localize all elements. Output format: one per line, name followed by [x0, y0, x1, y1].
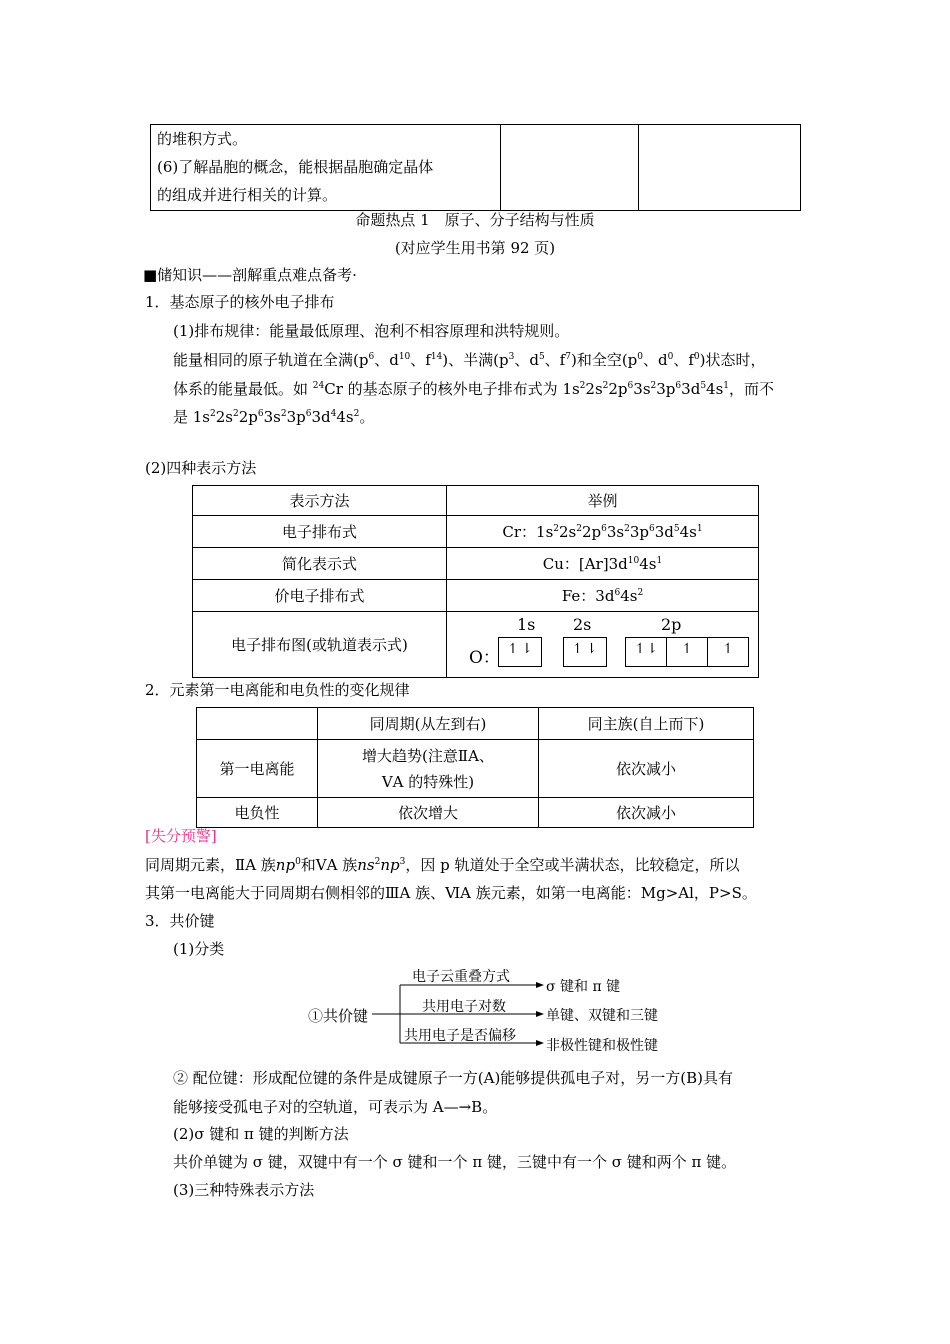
ionization-table — [196, 707, 754, 828]
orbital-2p-box-1: ↿ ⇂ — [625, 637, 667, 667]
s1-p1: (1)排布规律：能量最低原理、泡利不相容原理和洪特规则。 — [173, 322, 570, 340]
s2-title: 2．元素第一电离能和电负性的变化规律 — [145, 681, 410, 699]
ion-header-group: 同主族(自上而下) — [539, 708, 754, 740]
top-table-cell-2 — [501, 125, 639, 211]
bond-result-2: 单键、双键和三键 — [546, 1008, 658, 1024]
s1-title: 1．基态原子的核外电子排布 — [145, 293, 335, 311]
s1-p4: 是 $1s^22s^22p^63s^23p^63d^44s^2$。 — [173, 408, 375, 426]
heading-subtitle: (对应学生用书第 92 页) — [394, 239, 556, 257]
ion-r1-c1: 第一电离能 — [197, 740, 318, 798]
s3-p4: 共价单键为 σ 键，双键中有一个 σ 键和一个 π 键，三键中有一个 σ 键和两个 π 键。 — [173, 1153, 737, 1171]
s3-p2b: 能够接受孤电子对的空轨道，可表示为 A—→B。 — [173, 1098, 498, 1116]
rep-header-example: 举例 — [447, 486, 759, 516]
top-table-line-1: 的堆积方式。 — [157, 130, 248, 148]
top-table-cell-3 — [639, 125, 801, 211]
s3-p1: (1)分类 — [173, 940, 225, 958]
bond-root: ①共价键 — [308, 1007, 369, 1025]
warning-label: [失分预警] — [145, 827, 217, 845]
warning-line-1: 同周期元素，ⅡA 族$np^0$和ⅤA 族$ns^2np^3$，因 p 轨道处于全空或半满状态，比较稳定，所以 — [145, 856, 740, 874]
top-table — [150, 124, 801, 211]
rep-r4-c2 — [447, 612, 759, 678]
orb-label-2s: 2s — [573, 614, 592, 634]
orbital-1s-box: ↿ ⇂ — [498, 637, 542, 667]
orb-label-2p: 2p — [661, 614, 682, 634]
rep-r1-c2: Cr：$1s^22s^22p^63s^23p^63d^54s^1$ — [447, 516, 759, 548]
top-table-line-3: 的组成并进行相关的计算。 — [157, 186, 338, 204]
rep-r2-c1: 简化表示式 — [193, 548, 447, 580]
ion-header-blank — [197, 708, 318, 740]
s3-p5: (3)三种特殊表示方法 — [173, 1181, 315, 1199]
s3-title: 3．共价键 — [145, 912, 215, 930]
bond-branch-1: 电子云重叠方式 — [412, 969, 510, 985]
rep-header-method: 表示方法 — [193, 486, 447, 516]
s1-p2: 能量相同的原子轨道在全满($p^6$、$d^{10}$、$f^{14}$)、半满($p^3$、$d^5$、$f^7$)和全空($p^0$、$d^0$、$f^0$)状态时， — [173, 351, 766, 369]
representation-table — [192, 485, 759, 678]
heading-title: 命题热点 1 原子、分子结构与性质 — [355, 211, 595, 229]
orb-o-label: O： — [469, 647, 500, 668]
s1-p2-label: (2)四种表示方法 — [145, 459, 257, 477]
orbital-2s-box: ↿ ⇂ — [563, 637, 607, 667]
rep-r4-c1: 电子排布图(或轨道表示式) — [193, 612, 447, 678]
warning-line-2: 其第一电离能大于同周期右侧相邻的ⅢA 族、ⅥA 族元素，如第一电离能：Mg>Al，P>S。 — [145, 884, 757, 902]
bond-result-1: σ 键和 π 键 — [546, 979, 621, 995]
ion-r2-c2: 依次增大 — [318, 798, 539, 828]
orbital-2p-box-3: ↿ — [707, 637, 749, 667]
orbital-2p-box-2: ↿ — [666, 637, 708, 667]
s3-p2a: ② 配位键：形成配位键的条件是成键原子一方(A)能够提供孤电子对，另一方(B)具有 — [173, 1069, 734, 1087]
ion-r2-c1: 电负性 — [197, 798, 318, 828]
orbital-boxes — [499, 637, 749, 667]
rep-r1-c1: 电子排布式 — [193, 516, 447, 548]
s1-p3: 体系的能量最低。如 $^{24}$Cr 的基态原子的核外电子排布式为 $1s^22s^22p^63s^23p^63d^54s^1$，而不 — [173, 380, 775, 398]
rep-r3-c2: Fe：$3d^64s^2$ — [447, 580, 759, 612]
ion-header-period: 同周期(从左到右) — [318, 708, 539, 740]
top-table-cell-1 — [151, 125, 501, 211]
ion-r1-c2: 增大趋势(注意ⅡA、 ⅤA 的特殊性) — [318, 740, 539, 798]
s3-p3: (2)σ 键和 π 键的判断方法 — [173, 1125, 349, 1143]
ion-r2-c3: 依次减小 — [539, 798, 754, 828]
rep-r2-c2: Cu：$[Ar]3d^{10}4s^1$ — [447, 548, 759, 580]
rep-r3-c1: 价电子排布式 — [193, 580, 447, 612]
ion-r1-c3: 依次减小 — [539, 740, 754, 798]
bond-diagram — [300, 965, 720, 1060]
orb-label-1s: 1s — [517, 614, 536, 634]
bond-branch-2: 共用电子对数 — [422, 999, 506, 1015]
bond-branch-3: 共用电子是否偏移 — [404, 1028, 516, 1044]
section-label: ■储知识——剖解重点难点备考· — [143, 266, 357, 284]
top-table-line-2: (6)了解晶胞的概念，能根据晶胞确定晶体 — [157, 158, 434, 176]
bond-result-3: 非极性键和极性键 — [546, 1038, 658, 1054]
